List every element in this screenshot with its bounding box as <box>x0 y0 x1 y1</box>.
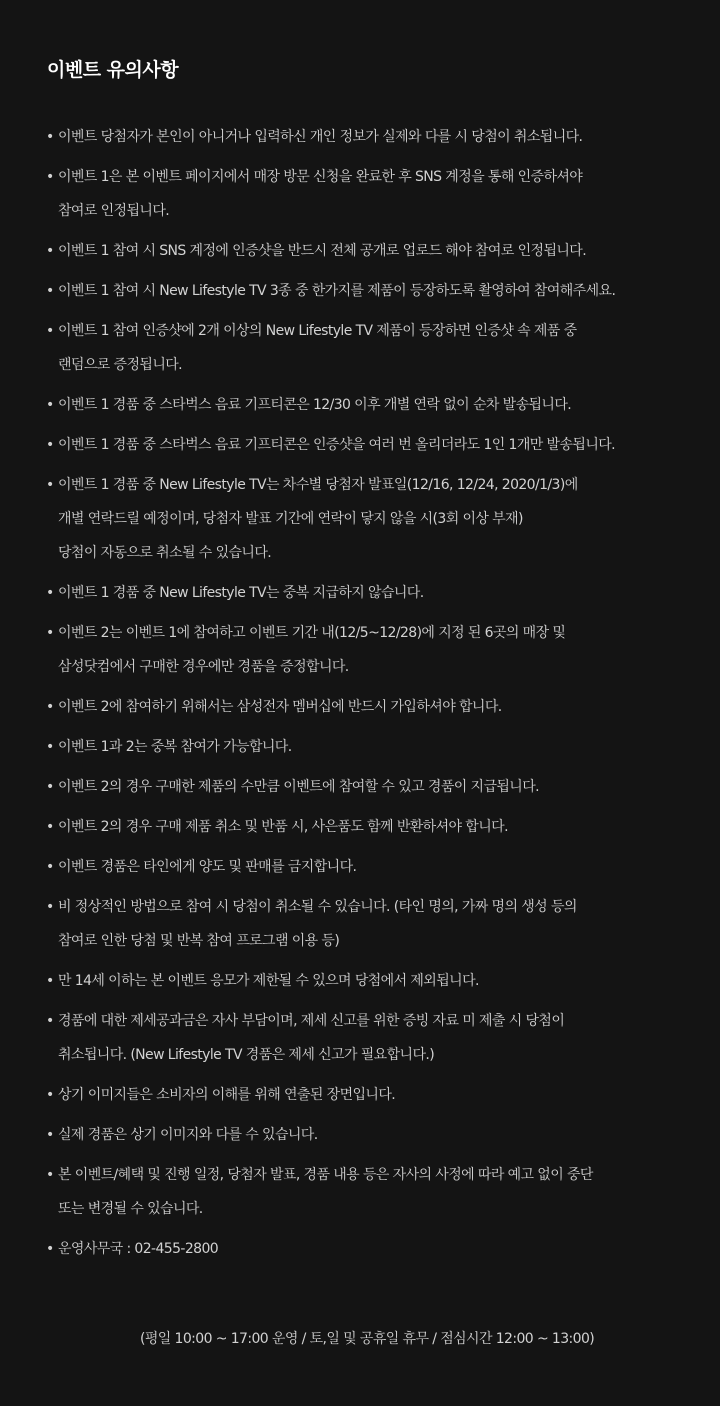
notice-item <box>0 810 720 844</box>
bullet-icon: • <box>46 243 55 259</box>
notice-item-text <box>58 690 700 724</box>
notice-item-text <box>58 964 700 998</box>
notice-item-line: 또는 변경될 수 있습니다. <box>58 1201 203 1217</box>
notice-item-text <box>58 314 700 382</box>
notice-item <box>0 1158 720 1226</box>
bullet-icon: • <box>46 477 55 493</box>
notice-list <box>0 120 720 1272</box>
notice-item-text <box>58 1078 700 1112</box>
notice-item-text <box>58 730 700 764</box>
notice-item-text <box>58 388 700 422</box>
notice-item-text <box>58 890 700 958</box>
notice-item-text <box>58 770 700 804</box>
bullet-icon: • <box>46 739 55 755</box>
bullet-icon: • <box>46 1087 55 1103</box>
notice-item-line: 삼성닷컴에서 구매한 경우에만 경품을 증정합니다. <box>58 659 349 675</box>
notice-item-line: 이벤트 1 참여 인증샷에 2개 이상의 New Lifestyle TV 제품이 등장하면 인증샷 속 제품 중 <box>58 323 577 339</box>
notice-item-line: 이벤트 1 경품 중 New Lifestyle TV는 차수별 당첨자 발표일(12/16, 12/24, 2020/1/3)에 <box>58 477 578 493</box>
notice-item-line: 이벤트 당첨자가 본인이 아니거나 입력하신 개인 정보가 실제와 다를 시 당첨이 취소됩니다. <box>58 129 583 145</box>
notice-item <box>0 428 720 462</box>
notice-item-line: 참여로 인정됩니다. <box>58 203 170 219</box>
notice-item-line: 운영사무국 : 02-455-2800 <box>58 1241 219 1257</box>
notice-item <box>0 730 720 764</box>
notice-item-line: 만 14세 이하는 본 이벤트 응모가 제한될 수 있으며 당첨에서 제외됩니다. <box>58 973 479 989</box>
notice-item-line: 이벤트 1 경품 중 New Lifestyle TV는 중복 지급하지 않습니다. <box>58 585 424 601</box>
notice-item <box>0 274 720 308</box>
notice-item-line: 취소됩니다. (New Lifestyle TV 경품은 제세 신고가 필요합니다.) <box>58 1047 435 1063</box>
notice-item-line: 이벤트 경품은 타인에게 양도 및 판매를 금지합니다. <box>58 859 357 875</box>
bullet-icon: • <box>46 899 55 915</box>
notice-item-text <box>58 850 700 884</box>
notice-item-line: 참여로 인한 당첨 및 반복 참여 프로그램 이용 등) <box>58 933 340 949</box>
notice-item <box>0 388 720 422</box>
bullet-icon: • <box>46 169 55 185</box>
notice-item <box>0 314 720 382</box>
notice-item-line: 이벤트 1 경품 중 스타벅스 음료 기프티콘은 12/30 이후 개별 연락 없이 순차 발송됩니다. <box>58 397 572 413</box>
notice-item <box>0 770 720 804</box>
bullet-icon: • <box>46 819 55 835</box>
bullet-icon: • <box>46 437 55 453</box>
notice-item <box>0 890 720 958</box>
notice-item-line: 상기 이미지들은 소비자의 이해를 위해 연출된 장면입니다. <box>58 1087 396 1103</box>
notice-item <box>0 160 720 228</box>
bullet-icon: • <box>46 1127 55 1143</box>
notice-item <box>0 468 720 570</box>
bullet-icon: • <box>46 625 55 641</box>
notice-title: 이벤트 유의사항 <box>47 59 179 81</box>
bullet-icon: • <box>46 283 55 299</box>
notice-item <box>0 1004 720 1072</box>
notice-item-line: 이벤트 1 참여 시 SNS 계정에 인증샷을 반드시 전체 공개로 업로드 해야 참여로 인정됩니다. <box>58 243 587 259</box>
bullet-icon: • <box>46 129 55 145</box>
notice-item <box>0 1232 720 1266</box>
notice-item <box>0 850 720 884</box>
notice-item-line: 이벤트 1 경품 중 스타벅스 음료 기프티콘은 인증샷을 여러 번 올리더라도 1인 1개만 발송됩니다. <box>58 437 616 453</box>
notice-item <box>0 1078 720 1112</box>
notice-item <box>0 1118 720 1152</box>
notice-item-text <box>58 428 700 462</box>
bullet-icon: • <box>46 397 55 413</box>
notice-item <box>0 964 720 998</box>
notice-item-line: 경품에 대한 제세공과금은 자사 부담이며, 제세 신고를 위한 증빙 자료 미 제출 시 당첨이 <box>58 1013 565 1029</box>
notice-item <box>0 690 720 724</box>
notice-item-line: 비 정상적인 방법으로 참여 시 당첨이 취소될 수 있습니다. (타인 명의, 가짜 명의 생성 등의 <box>58 899 577 915</box>
notice-item-line: 이벤트 1 참여 시 New Lifestyle TV 3종 중 한가지를 제품이 등장하도록 촬영하여 참여해주세요. <box>58 283 616 299</box>
notice-item-line: 개별 연락드릴 예정이며, 당첨자 발표 기간에 연락이 닿지 않을 시(3회 이상 부재) <box>58 511 523 527</box>
bullet-icon: • <box>46 779 55 795</box>
notice-item-text <box>58 274 700 308</box>
notice-item-line: 당첨이 자동으로 취소될 수 있습니다. <box>58 545 272 561</box>
bullet-icon: • <box>46 699 55 715</box>
notice-item-text <box>58 1004 700 1072</box>
notice-item-text <box>58 160 700 228</box>
notice-item-text <box>58 576 700 610</box>
notice-item-text <box>58 1118 700 1152</box>
notice-item-text <box>58 1158 700 1226</box>
office-hours: (평일 10:00 ~ 17:00 운영 / 토,일 및 공휴일 휴무 / 점심시간 12:00 ~ 13:00) <box>140 1331 595 1347</box>
notice-item <box>0 616 720 684</box>
notice-item-text <box>58 120 700 154</box>
bullet-icon: • <box>46 1167 55 1183</box>
notice-item <box>0 234 720 268</box>
notice-item-text <box>58 468 700 570</box>
notice-item-text <box>58 234 700 268</box>
notice-item-line: 이벤트 2는 이벤트 1에 참여하고 이벤트 기간 내(12/5~12/28)에 지정 된 6곳의 매장 및 <box>58 625 566 641</box>
notice-item <box>0 120 720 154</box>
notice-item-line: 이벤트 2의 경우 구매 제품 취소 및 반품 시, 사은품도 함께 반환하셔야 합니다. <box>58 819 508 835</box>
notice-item-line: 이벤트 2에 참여하기 위해서는 삼성전자 멤버십에 반드시 가입하셔야 합니다. <box>58 699 502 715</box>
notice-item-line: 랜덤으로 증정됩니다. <box>58 357 183 373</box>
bullet-icon: • <box>46 585 55 601</box>
notice-item <box>0 576 720 610</box>
notice-item-line: 본 이벤트/혜택 및 진행 일정, 당첨자 발표, 경품 내용 등은 자사의 사정에 따라 예고 없이 중단 <box>58 1167 593 1183</box>
notice-item-line: 실제 경품은 상기 이미지와 다를 수 있습니다. <box>58 1127 318 1143</box>
bullet-icon: • <box>46 1241 55 1257</box>
notice-item-text <box>58 1232 700 1266</box>
bullet-icon: • <box>46 859 55 875</box>
notice-item-text <box>58 810 700 844</box>
notice-item-line: 이벤트 1과 2는 중복 참여가 가능합니다. <box>58 739 292 755</box>
notice-item-line: 이벤트 1은 본 이벤트 페이지에서 매장 방문 신청을 완료한 후 SNS 계정을 통해 인증하셔야 <box>58 169 583 185</box>
bullet-icon: • <box>46 1013 55 1029</box>
notice-item-text <box>58 616 700 684</box>
bullet-icon: • <box>46 323 55 339</box>
notice-item-line: 이벤트 2의 경우 구매한 제품의 수만큼 이벤트에 참여할 수 있고 경품이 지급됩니다. <box>58 779 540 795</box>
bullet-icon: • <box>46 973 55 989</box>
